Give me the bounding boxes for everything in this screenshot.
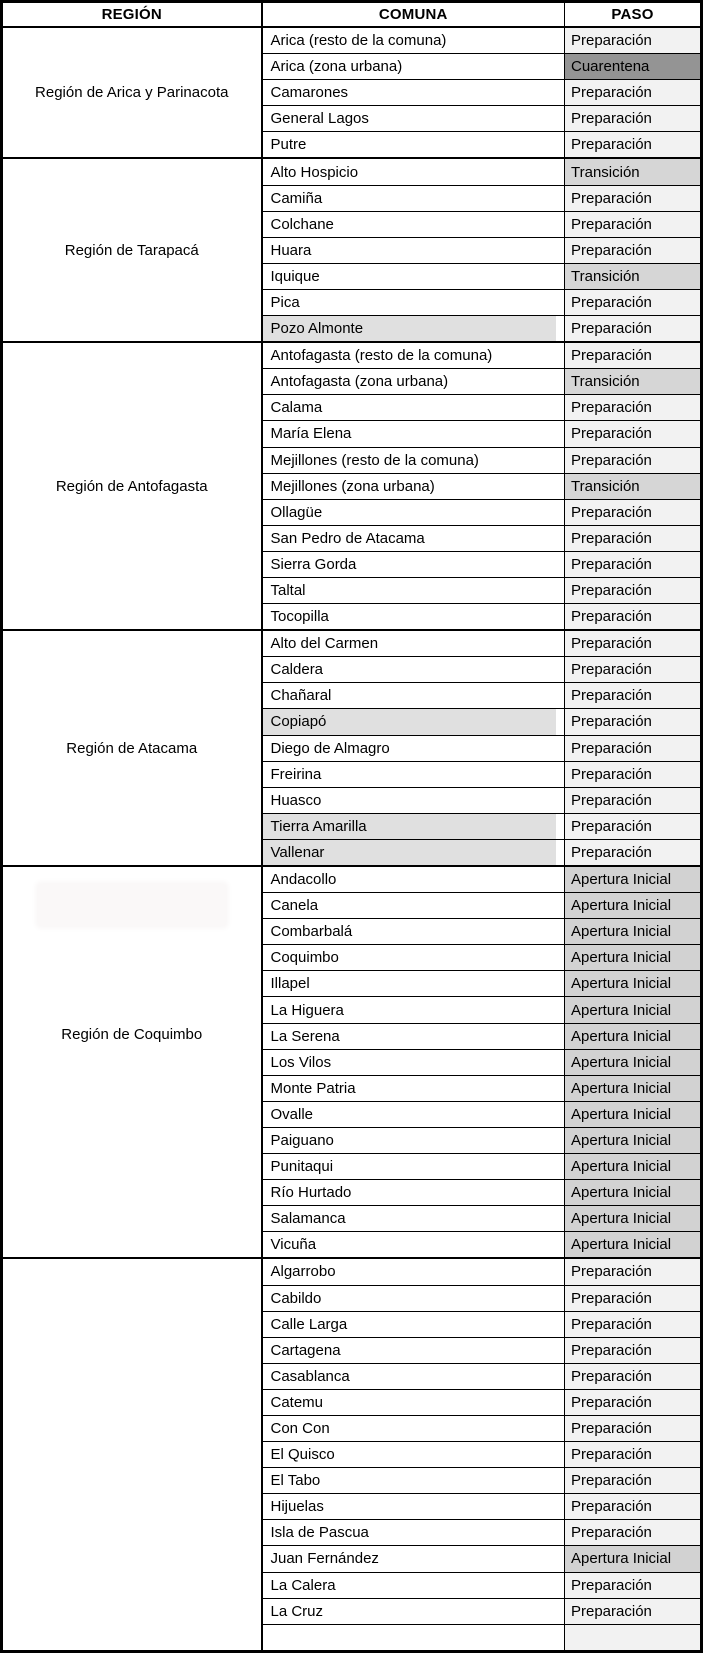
table-body [2, 27, 702, 1651]
paso-cell: Preparación [565, 185, 702, 211]
paso-cell: Preparación [565, 447, 702, 473]
region-cell [2, 1258, 262, 1651]
region-cell [2, 158, 262, 342]
comuna-cell: María Elena [262, 421, 565, 447]
comuna-cell: La Cruz [262, 1598, 565, 1624]
paso-cell: Preparación [565, 289, 702, 315]
paso-cell: Apertura Inicial [565, 1101, 702, 1127]
paso-cell: Apertura Inicial [565, 971, 702, 997]
comuna-cell: Coquimbo [262, 945, 565, 971]
region-cell [2, 342, 262, 630]
paso-cell: Transición [565, 158, 702, 185]
paso-cell: Preparación [565, 211, 702, 237]
paso-cell: Apertura Inicial [565, 1023, 702, 1049]
table-row [2, 866, 702, 893]
comuna-cell: Antofagasta (zona urbana) [262, 369, 565, 395]
comuna-cell: Freirina [262, 761, 565, 787]
paso-cell: Preparación [565, 1337, 702, 1363]
paso-cell: Apertura Inicial [565, 1546, 702, 1572]
paso-cell: Preparación [565, 630, 702, 657]
paso-cell: Apertura Inicial [565, 1154, 702, 1180]
paso-cell: Apertura Inicial [565, 866, 702, 893]
comuna-cell: Sierra Gorda [262, 551, 565, 577]
comuna-cell: Isla de Pascua [262, 1520, 565, 1546]
comuna-cell: Río Hurtado [262, 1180, 565, 1206]
comuna-cell: Calama [262, 395, 565, 421]
paso-cell: Preparación [565, 316, 702, 343]
paso-cell: Preparación [565, 525, 702, 551]
paso-cell: Preparación [565, 604, 702, 631]
paso-cell: Apertura Inicial [565, 1075, 702, 1101]
paso-cell [565, 1624, 702, 1651]
comuna-cell: Algarrobo [262, 1258, 565, 1285]
table-row [2, 27, 702, 54]
paso-cell: Preparación [565, 1598, 702, 1624]
comuna-cell: Mejillones (zona urbana) [262, 473, 565, 499]
paso-cell: Preparación [565, 1258, 702, 1285]
comuna-cell: Monte Patria [262, 1075, 565, 1101]
paso-cell: Preparación [565, 237, 702, 263]
paso-cell: Preparación [565, 839, 702, 866]
paso-cell: Preparación [565, 421, 702, 447]
comuna-cell: Colchane [262, 211, 565, 237]
paso-cell: Preparación [565, 1285, 702, 1311]
comuna-cell: Mejillones (resto de la comuna) [262, 447, 565, 473]
paso-cell: Preparación [565, 27, 702, 54]
paso-cell: Preparación [565, 1520, 702, 1546]
comuna-cell: Arica (zona urbana) [262, 54, 565, 80]
comuna-cell: Alto Hospicio [262, 158, 565, 185]
paso-cell: Preparación [565, 657, 702, 683]
comuna-cell: Canela [262, 893, 565, 919]
paso-cell: Preparación [565, 1415, 702, 1441]
comuna-cell: Salamanca [262, 1206, 565, 1232]
table-row [2, 342, 702, 369]
header-row [2, 2, 702, 28]
comuna-cell: Arica (resto de la comuna) [262, 27, 565, 54]
comuna-cell: Camiña [262, 185, 565, 211]
comuna-cell: General Lagos [262, 106, 565, 132]
comuna-cell: El Quisco [262, 1442, 565, 1468]
comuna-cell: Caldera [262, 657, 565, 683]
comuna-cell: Antofagasta (resto de la comuna) [262, 342, 565, 369]
table-row [2, 1258, 702, 1285]
region-label: Región de Coquimbo [61, 1025, 203, 1043]
paso-cell: Transición [565, 473, 702, 499]
paso-cell: Apertura Inicial [565, 919, 702, 945]
comuna-cell: Pica [262, 289, 565, 315]
comuna-cell: Iquique [262, 263, 565, 289]
comuna-cell: Cartagena [262, 1337, 565, 1363]
comuna-cell: La Calera [262, 1572, 565, 1598]
comuna-cell: Ovalle [262, 1101, 565, 1127]
header-paso: PASO [565, 2, 702, 28]
table-header [2, 2, 702, 28]
comuna-cell: Huara [262, 237, 565, 263]
paso-cell: Apertura Inicial [565, 945, 702, 971]
paso-cell: Apertura Inicial [565, 1232, 702, 1259]
comuna-cell: Casablanca [262, 1363, 565, 1389]
table-row [2, 158, 702, 185]
comuna-cell: La Higuera [262, 997, 565, 1023]
region-cell [2, 866, 262, 1258]
comuna-cell: San Pedro de Atacama [262, 525, 565, 551]
comuna-cell: Putre [262, 132, 565, 159]
comuna-cell: Tocopilla [262, 604, 565, 631]
header-comuna: COMUNA [262, 2, 565, 28]
paso-cell: Preparación [565, 1572, 702, 1598]
comuna-cell: Hijuelas [262, 1494, 565, 1520]
paso-cell: Preparación [565, 132, 702, 159]
comuna-cell: Taltal [262, 577, 565, 603]
paso-cell: Apertura Inicial [565, 1127, 702, 1153]
comuna-cell: El Tabo [262, 1468, 565, 1494]
comuna-cell: Juan Fernández [262, 1546, 565, 1572]
paso-cell: Preparación [565, 1468, 702, 1494]
paso-cell: Apertura Inicial [565, 1206, 702, 1232]
region-label: Región de Atacama [66, 739, 198, 757]
comuna-cell: Vicuña [262, 1232, 565, 1259]
comuna-cell: Andacollo [262, 866, 565, 893]
region-label: Región de Antofagasta [55, 477, 208, 495]
comuna-cell: Pozo Almonte [262, 316, 565, 343]
paso-cell: Preparación [565, 342, 702, 369]
region-label: Región de Arica y Parinacota [35, 84, 229, 102]
paso-cell: Cuarentena [565, 54, 702, 80]
paso-cell: Preparación [565, 1311, 702, 1337]
paso-cell: Preparación [565, 735, 702, 761]
comuna-cell: La Serena [262, 1023, 565, 1049]
comuna-cell: Tierra Amarilla [262, 813, 565, 839]
region-label: Región de Tarapacá [64, 241, 199, 259]
comuna-cell: Con Con [262, 1415, 565, 1441]
comuna-cell: Camarones [262, 80, 565, 106]
comuna-cell: Vallenar [262, 839, 565, 866]
comuna-cell: Paiguano [262, 1127, 565, 1153]
paso-cell: Preparación [565, 813, 702, 839]
comuna-cell [262, 1624, 565, 1651]
region-cell [2, 630, 262, 866]
comuna-cell: Cabildo [262, 1285, 565, 1311]
comuna-cell: Catemu [262, 1389, 565, 1415]
paso-cell: Preparación [565, 683, 702, 709]
paso-cell: Preparación [565, 1389, 702, 1415]
comuna-cell: Ollagüe [262, 499, 565, 525]
paso-cell: Transición [565, 369, 702, 395]
comuna-cell: Alto del Carmen [262, 630, 565, 657]
comuna-cell: Copiapó [262, 709, 565, 735]
paso-cell: Preparación [565, 761, 702, 787]
paso-cell: Preparación [565, 787, 702, 813]
comuna-cell: Punitaqui [262, 1154, 565, 1180]
comuna-cell: Diego de Almagro [262, 735, 565, 761]
comuna-cell: Huasco [262, 787, 565, 813]
paso-cell: Preparación [565, 80, 702, 106]
paso-cell: Preparación [565, 577, 702, 603]
paso-cell: Apertura Inicial [565, 1049, 702, 1075]
paso-cell: Apertura Inicial [565, 997, 702, 1023]
comuna-cell: Los Vilos [262, 1049, 565, 1075]
comuna-cell: Illapel [262, 971, 565, 997]
table-row [2, 630, 702, 657]
paso-cell: Preparación [565, 395, 702, 421]
header-region: REGIÓN [2, 2, 262, 28]
paso-cell: Preparación [565, 499, 702, 525]
region-cell [2, 27, 262, 158]
comuna-cell: Chañaral [262, 683, 565, 709]
paso-cell: Preparación [565, 551, 702, 577]
comuna-cell: Calle Larga [262, 1311, 565, 1337]
paso-cell: Preparación [565, 1363, 702, 1389]
paso-cell: Transición [565, 263, 702, 289]
paso-cell: Preparación [565, 709, 702, 735]
paso-cell: Preparación [565, 1442, 702, 1468]
paso-cell: Preparación [565, 1494, 702, 1520]
paso-cell: Apertura Inicial [565, 1180, 702, 1206]
paso-cell: Apertura Inicial [565, 893, 702, 919]
comuna-cell: Combarbalá [262, 919, 565, 945]
paso-cell: Preparación [565, 106, 702, 132]
